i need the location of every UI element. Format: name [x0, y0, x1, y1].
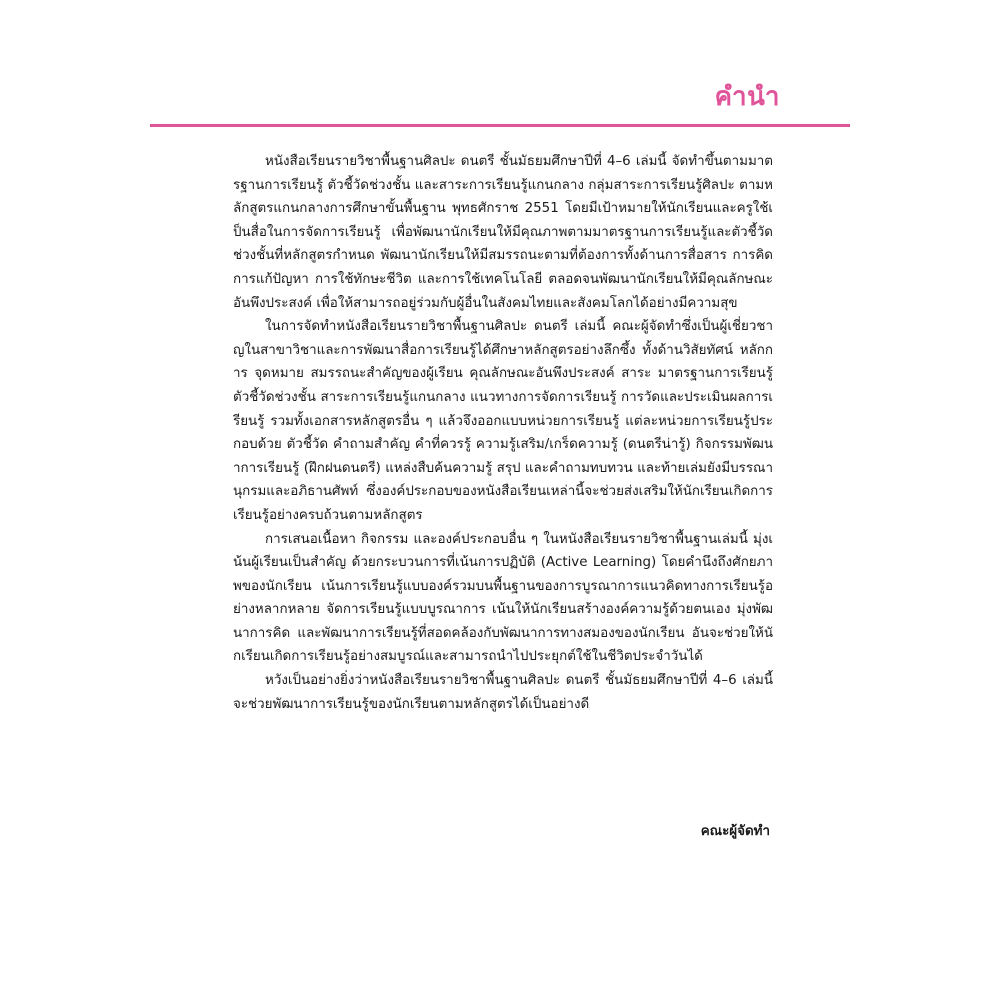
paragraph-4: หวังเป็นอย่างยิ่งว่าหนังสือเรียนรายวิชาพื้นฐานศิลปะ ดนตรี ชั้นมัธยมศึกษาปีที่ 4–6 เล่มนี้ จะช่วยพัฒนาการเรียนรู้ของนักเรียนตามหลักสูตรได้เป็นอย่างดี: [233, 673, 773, 712]
author-signature: คณะผู้จัดทำ: [700, 824, 770, 839]
paragraph-2: ในการจัดทำหนังสือเรียนรายวิชาพื้นฐานศิลปะ ดนตรี เล่มนี้ คณะผู้จัดทำซึ่งเป็นผู้เชี่ยวชาญในสาขาวิชาและการพัฒนาสื่อการเรียนรู้ได้ศึกษาหลักสูตรอย่างลึกซึ้ง ทั้งด้านวิสัยทัศน์ หลักการ จุดหมาย สมรรถนะสำคัญของผู้เรียน คุณลักษณะอันพึงประสงค์ สาระ มาตรฐานการเรียนรู้ ตัวชี้วัดช่วงชั้น สาระการเรียนรู้แกนกลาง แนวทางการจัดการเรียนรู้ การวัดและประเมินผลการเรียนรู้ รวมทั้งเอกสารหลักสูตรอื่น ๆ แล้วจึงออกแบบหน่วยการเรียนรู้ แต่ละหน่วยการเรียนรู้ประกอบด้วย ตัวชี้วัด คำถามสำคัญ คำที่ควรรู้ ความรู้เสริม/เกร็ดความรู้ (ดนตรีน่ารู้) กิจกรรมพัฒนาการเรียนรู้ (ฝึกฝนดนตรี) แหล่งสืบค้นความรู้ สรุป และคำถามทบทวน และท้ายเล่มยังมีบรรณานุกรมและอภิธานศัพท์ ซึ่งองค์ประกอบของหนังสือเรียนเหล่านี้จะช่วยส่งเสริมให้นักเรียนเกิดการเรียนรู้อย่างครบถ้วนตามหลักสูตร: [233, 319, 773, 523]
title-divider: [150, 124, 850, 127]
paragraph-3: การเสนอเนื้อหา กิจกรรม และองค์ประกอบอื่น ๆ ในหนังสือเรียนรายวิชาพื้นฐานเล่มนี้ มุ่งเน้นผู้เรียนเป็นสำคัญ ด้วยกระบวนการที่เน้นการปฏิบัติ (Active Learning) โดยคำนึงถึงศักยภาพของนักเรียน เน้นการเรียนรู้แบบองค์รวมบนพื้นฐานของการบูรณาการแนวคิดทางการเรียนรู้อย่างหลากหลาย จัดการเรียนรู้แบบบูรณาการ เน้นให้นักเรียนสร้างองค์ความรู้ด้วยตนเอง มุ่งพัฒนาการคิด และพัฒนาการเรียนรู้ที่สอดคล้องกับพัฒนาการทางสมองของนักเรียน อันจะช่วยให้นักเรียนเกิดการเรียนรู้อย่างสมบูรณ์และสามารถนำไปประยุกต์ใช้ในชีวิตประจำวันได้: [233, 531, 773, 665]
preface-body: [233, 150, 773, 716]
paragraph-1: หนังสือเรียนรายวิชาพื้นฐานศิลปะ ดนตรี ชั้นมัธยมศึกษาปีที่ 4–6 เล่มนี้ จัดทำขึ้นตามมาตรฐานการเรียนรู้ ตัวชี้วัดช่วงชั้น และสาระการเรียนรู้แกนกลาง กลุ่มสาระการเรียนรู้ศิลปะ ตามหลักสูตรแกนกลางการศึกษาขั้นพื้นฐาน พุทธศักราช 2551 โดยมีเป้าหมายให้นักเรียนและครูใช้เป็นสื่อในการจัดการเรียนรู้ เพื่อพัฒนานักเรียนให้มีคุณภาพตามมาตรฐานการเรียนรู้และตัวชี้วัดช่วงชั้นที่หลักสูตรกำหนด พัฒนานักเรียนให้มีสมรรถนะตามที่ต้องการทั้งด้านการสื่อสาร การคิด การแก้ปัญหา การใช้ทักษะชีวิต และการใช้เทคโนโลยี ตลอดจนพัฒนานักเรียนให้มีคุณลักษณะอันพึงประสงค์ เพื่อให้สามารถอยู่ร่วมกับผู้อื่นในสังคมไทยและสังคมโลกได้อย่างมีความสุข: [233, 154, 773, 311]
page-title: คำนำ: [714, 82, 780, 112]
